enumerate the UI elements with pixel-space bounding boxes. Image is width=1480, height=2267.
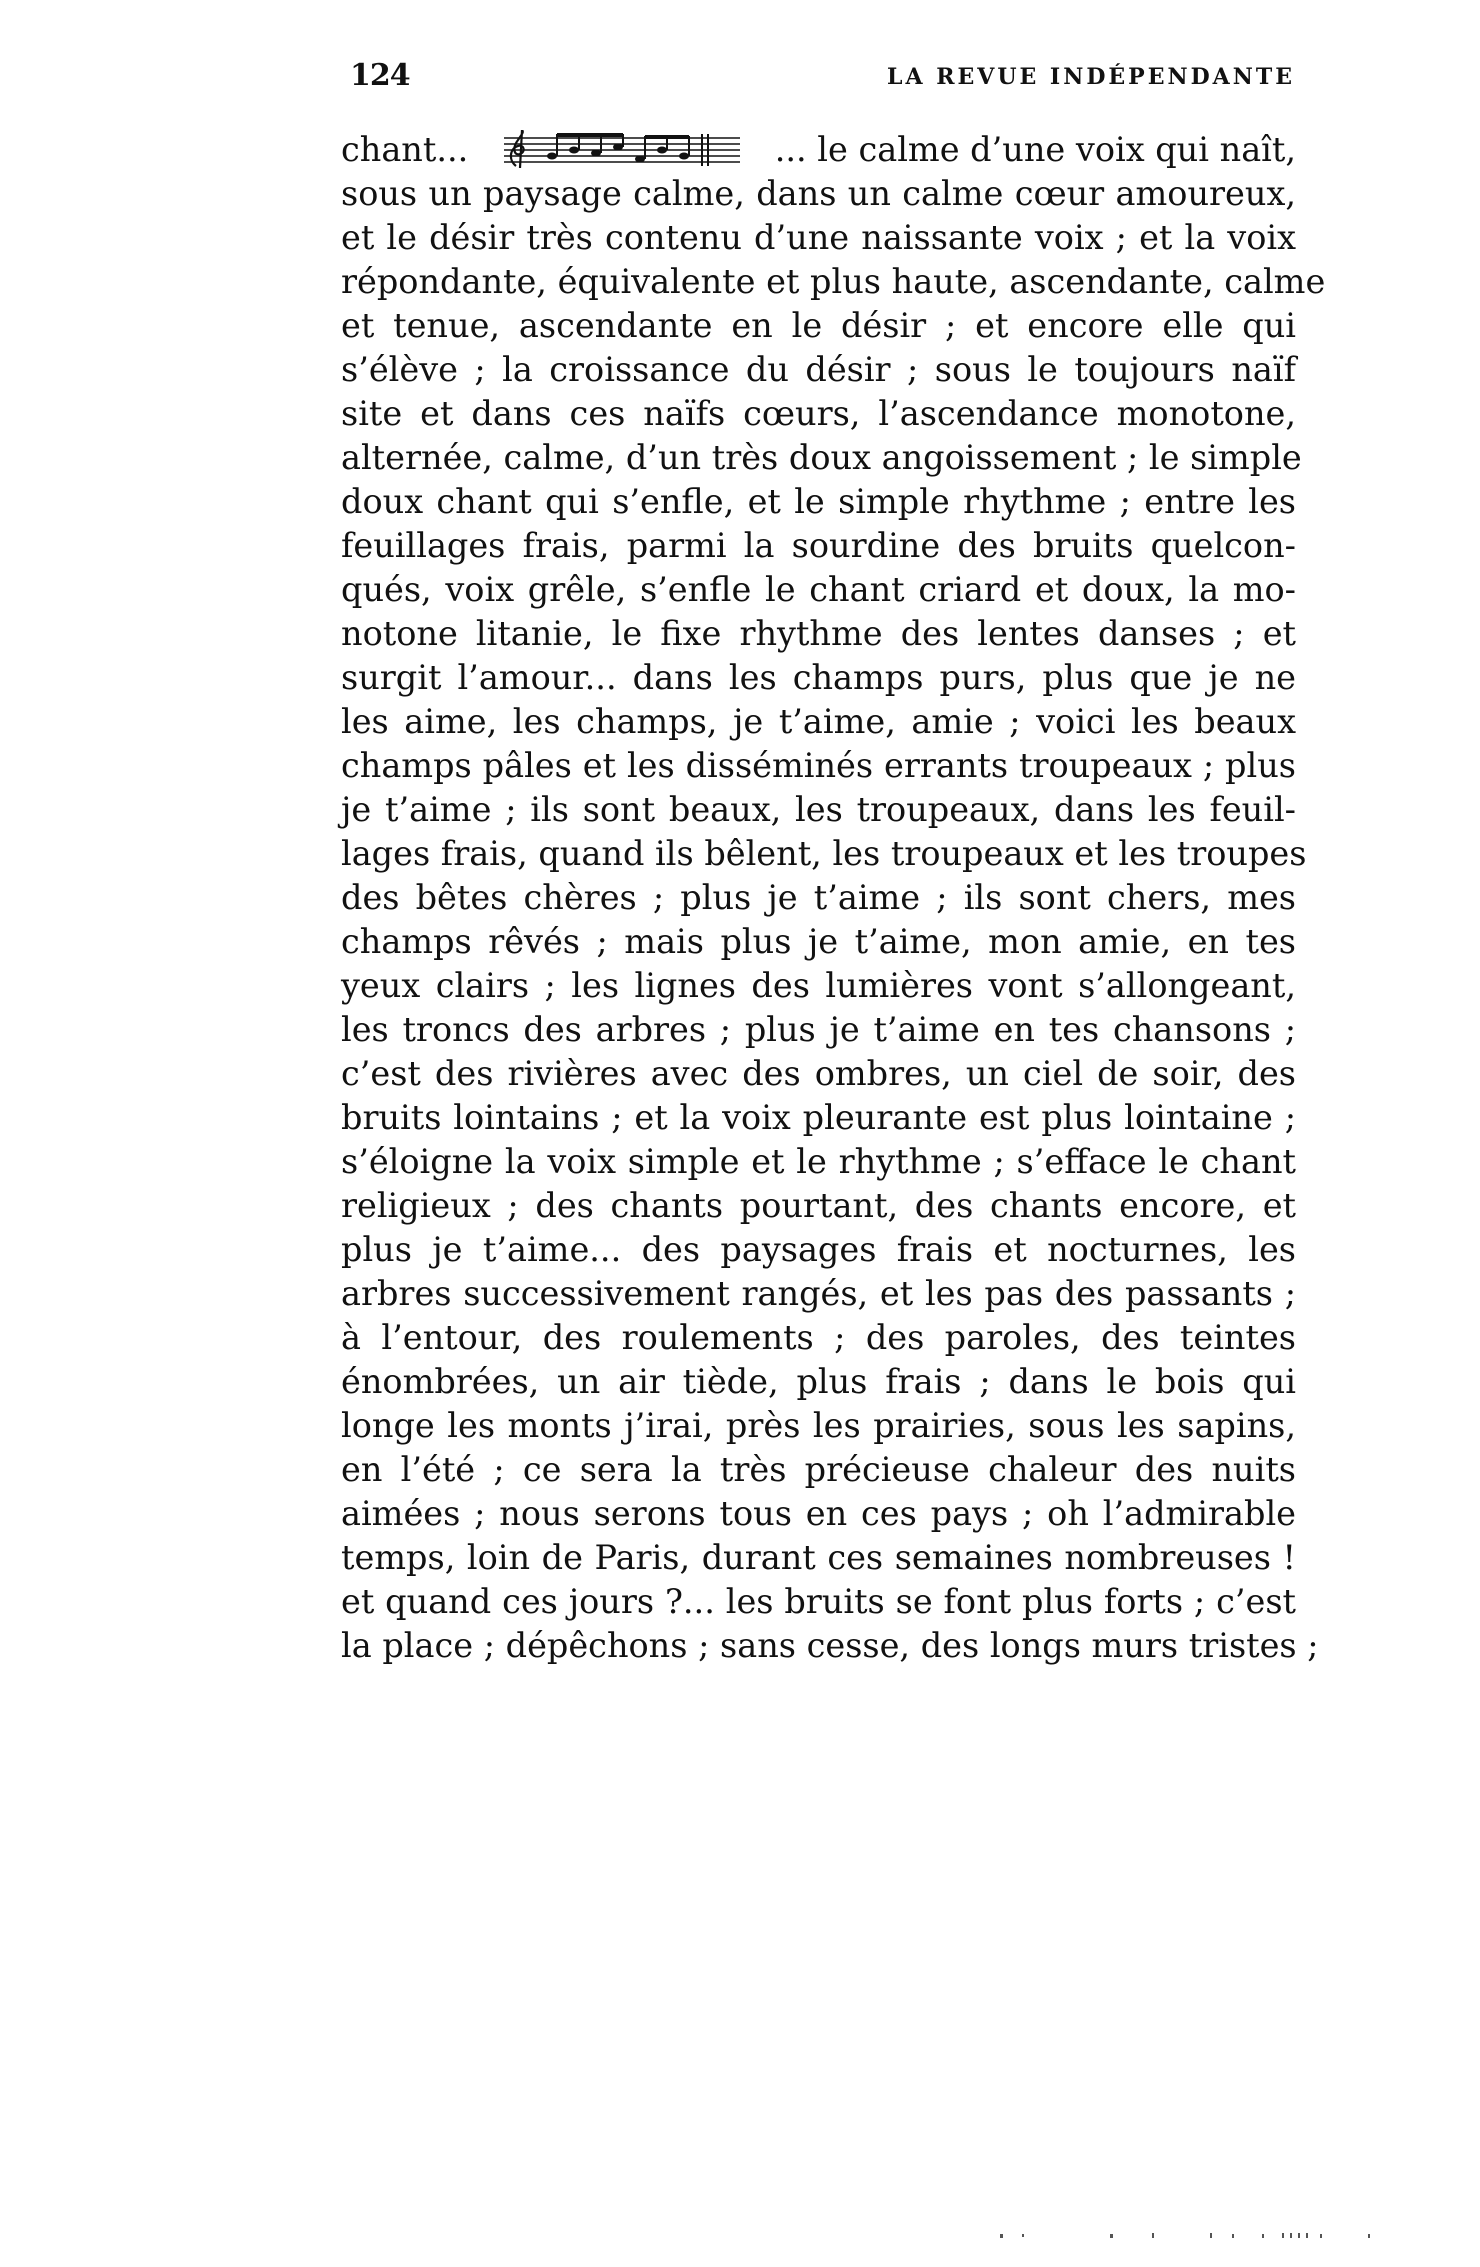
text-line: aimées ; nous serons tous en ces pays ; oh l’admirable (341, 1494, 1296, 1533)
text-line: feuillages frais, parmi la sourdine des bruits quelcon- (341, 526, 1296, 565)
page-number: 124 (350, 58, 410, 93)
text-line: je t’aime ; ils sont beaux, les troupeaux, dans les feuil- (341, 790, 1296, 829)
body-text (341, 128, 1326, 1668)
text-line-first (341, 128, 1296, 172)
text-line: temps, loin de Paris, durant ces semaines nombreuses ! (341, 1538, 1296, 1577)
text-line: les aime, les champs, je t’aime, amie ; voici les beaux (341, 702, 1296, 741)
text-line: répondante, équivalente et plus haute, ascendante, calme (341, 262, 1326, 301)
text-line: religieux ; des chants pourtant, des chants encore, et (341, 1186, 1296, 1225)
text-line: les troncs des arbres ; plus je t’aime en tes chansons ; (341, 1010, 1296, 1049)
text-line: longe les monts j’irai, près les prairies, sous les sapins, (341, 1406, 1296, 1445)
text-line: des bêtes chères ; plus je t’aime ; ils sont chers, mes (341, 878, 1296, 917)
text-line: à l’entour, des roulements ; des paroles, des teintes (341, 1318, 1296, 1357)
text-line: sous un paysage calme, dans un calme cœur amoureux, (341, 174, 1296, 213)
text-before-music: chant... (341, 130, 469, 169)
text-line: champs pâles et les disséminés errants troupeaux ; plus (341, 746, 1296, 785)
text-line: yeux clairs ; les lignes des lumières vont s’allongeant, (341, 966, 1296, 1005)
text-line: champs rêvés ; mais plus je t’aime, mon amie, en tes (341, 922, 1296, 961)
text-line: surgit l’amour... dans les champs purs, plus que je ne (341, 658, 1296, 697)
journal-title: LA REVUE INDÉPENDANTE (887, 64, 1295, 90)
music-staff-icon (502, 130, 742, 170)
text-line: c’est des rivières avec des ombres, un ciel de soir, des (341, 1054, 1296, 1093)
text-line: plus je t’aime... des paysages frais et nocturnes, les (341, 1230, 1296, 1269)
text-line: et quand ces jours ?... les bruits se font plus forts ; c’est (341, 1582, 1296, 1621)
text-line: et tenue, ascendante en le désir ; et encore elle qui (341, 306, 1296, 345)
text-line: la place ; dépêchons ; sans cesse, des longs murs tristes ; (341, 1626, 1319, 1665)
text-line: lages frais, quand ils bêlent, les troupeaux et les troupes (341, 834, 1307, 873)
text-line: bruits lointains ; et la voix pleurante est plus lointaine ; (341, 1098, 1296, 1137)
text-after-music: ... le calme d’une voix qui naît, (774, 130, 1296, 169)
text-line: notone litanie, le fixe rhythme des lentes danses ; et (341, 614, 1296, 653)
text-line: s’élève ; la croissance du désir ; sous le toujours naïf (341, 350, 1296, 389)
text-line: doux chant qui s’enfle, et le simple rhythme ; entre les (341, 482, 1296, 521)
text-line: énombrées, un air tiède, plus frais ; dans le bois qui (341, 1362, 1296, 1401)
running-head (350, 58, 1295, 98)
text-line: et le désir très contenu d’une naissante voix ; et la voix (341, 218, 1296, 257)
text-line: s’éloigne la voix simple et le rhythme ; s’efface le chant (341, 1142, 1296, 1181)
text-line: qués, voix grêle, s’enfle le chant criard et doux, la mo- (341, 570, 1296, 609)
text-line: arbres successivement rangés, et les pas des passants ; (341, 1274, 1296, 1313)
text-line: alternée, calme, d’un très doux angoissement ; le simple (341, 438, 1302, 477)
text-line: site et dans ces naïfs cœurs, l’ascendance monotone, (341, 394, 1296, 433)
text-line: en l’été ; ce sera la très précieuse chaleur des nuits (341, 1450, 1296, 1489)
